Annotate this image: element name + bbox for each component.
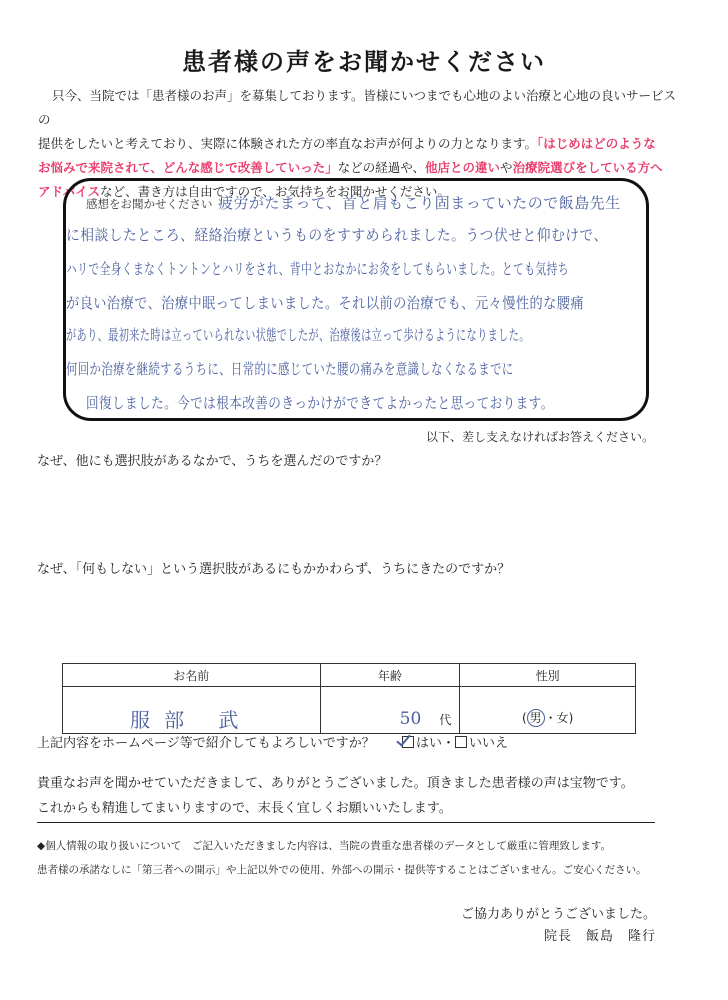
- voice-label: 感想をお聞かせください: [86, 197, 213, 211]
- consent-yes-label: はい: [416, 736, 443, 751]
- gender-female-option[interactable]: 女: [556, 711, 569, 725]
- thanks-line-2: これからも精進してまいりますので、末長く宜しくお願いいたします。: [37, 801, 452, 816]
- page-title: 患者様の声をお聞かせください: [182, 48, 546, 76]
- age-unit: 代: [439, 713, 452, 727]
- thanks-line-1: 貴重なお声を聞かせていただきまして、ありがとうございました。頂きました患者様の声は宝物です。: [37, 776, 634, 791]
- patient-info-table: [62, 663, 636, 734]
- name-value: 服部 武: [130, 708, 253, 732]
- consent-no-checkbox[interactable]: [455, 736, 467, 748]
- consent-no-label: いいえ: [469, 736, 509, 751]
- consent-yes-checkbox[interactable]: [402, 736, 414, 748]
- privacy-line-1: ◆個人情報の取り扱いについて ご記入いただきました内容は、当院の貴重な患者様のデータとして厳重に管理致します。: [37, 840, 612, 852]
- intro-line-2: 提供をしたいと考えており、実際に体験された方の率直なお声が何よりの力となります。「はじめはどのような: [38, 136, 656, 151]
- question-2: なぜ、「何もしない」という選択肢があるにもかかわらず、うちにきたのですか？: [37, 562, 511, 577]
- question-1: なぜ、他にも選択肢があるなかで、うちを選んだのですか？: [37, 454, 388, 469]
- handwritten-line-7: 回復しました。今では根本改善のきっかけができてよかったと思っております。: [86, 394, 554, 412]
- privacy-line-2: 患者様の承諾なしに「第三者への開示」や上記以外での使用、外部への開示・提供等することはございません。ご安心ください。: [37, 864, 647, 876]
- handwritten-line-3: ハリで全身くまなくトントンとハリをされ、背中とおなかにお灸をしてもらいました。とても気持ち: [66, 260, 569, 278]
- divider: [37, 822, 655, 823]
- handwritten-line-1: 疲労がたまって、首と肩もこり固まっていたので飯島先生: [218, 194, 621, 212]
- gender-cell: ( 男 ・女): [460, 687, 636, 734]
- consent-options: はい・ いいえ: [402, 732, 508, 751]
- signature: 院長 飯島 隆行: [543, 929, 656, 944]
- consent-question: 上記内容をホームページ等で紹介してもよろしいですか？: [37, 736, 375, 751]
- intro-line-4: アドバイスなど、書き方は自由ですので、お気持ちをお聞かせください。: [38, 184, 450, 199]
- header-name: お名前: [63, 664, 321, 687]
- optional-note: 以下、差し支えなければお答えください。: [425, 430, 654, 444]
- handwritten-line-2: に相談したところ、経絡治療というものをすすめられました。うつ伏せと仰むけで、: [66, 226, 608, 244]
- intro-line-1: 只今、当院では「患者様のお声」を募集しております。皆様にいつまでも心地のよい治療と心地の良いサービスの: [38, 88, 677, 127]
- age-value: 50: [399, 709, 422, 729]
- info-value-row: [63, 687, 636, 734]
- age-cell[interactable]: [320, 687, 460, 734]
- header-age: 年齢: [320, 664, 460, 687]
- info-header-row: [63, 664, 636, 687]
- intro-line-3: お悩みで来院されて、どんな感じで改善していった」などの経過や、他店との違いや治療院選びをしている方へ: [38, 160, 663, 175]
- handwritten-line-6: 何回か治療を継続するうちに、日常的に感じていた腰の痛みを意識しなくなるまでに: [66, 360, 514, 378]
- handwritten-line-4: が良い治療で、治療中眠ってしまいました。それ以前の治療でも、元々慢性的な腰痛: [66, 294, 585, 312]
- handwritten-line-5: があり、最初来た時は立っていられない状態でしたが、治療後は立って歩けるようになりました。: [66, 326, 530, 344]
- closing-message: ご協力ありがとうございました。: [460, 907, 656, 922]
- gender-male-option[interactable]: 男: [527, 709, 545, 727]
- header-gender: 性別: [460, 664, 636, 687]
- name-cell[interactable]: [63, 687, 321, 734]
